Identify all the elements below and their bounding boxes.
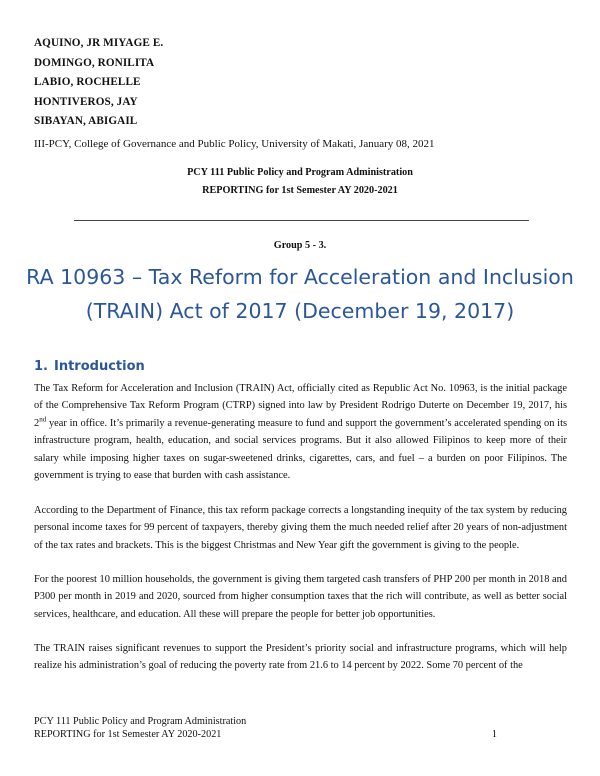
paragraph: For the poorest 10 million households, the government is giving them targeted cash transfers of PHP 200 per month in 2018 and P300 per month in 2019 and 2020, sourced from higher consumption taxes that the rich will contribute, as well as better social services, healthcare, and education. All these will prepare the people for better job opportunities. [34,574,567,620]
paragraph-text: year in office. It’s primarily a revenue-generating measure to fund and support the government’s accelerated spending on its infrastructure program, health, education, and social services programs. But it also allowed Filipinos to keep more of their salary while imposing higher taxes on sugar-sweetened drinks, cigarettes, cars, and fuel – a burden on poor Filipinos. The government is trying to ease that burden with cash assistance. [34,417,567,482]
author-name: AQUINO, JR MIYAGE E. [34,37,164,49]
section-number: 1. [34,359,48,374]
author-name: DOMINGO, RONILITA [34,56,155,69]
paragraph-text: The Tax Reform for Acceleration and Inclusion (TRAIN) Act, officially cited as Republic Act No. 10963, is the initial package of the Comprehensive Tax Reform Program (CTRP) signed into law by President Rodrigo Duterte on December 19, 2017, his 2 [34,383,567,429]
paragraph: The TRAIN raises significant revenues to support the President’s priority social and infrastructure programs, which will help realize his administration’s goal of reducing the poverty rate from 21.6 to 14 percent by 2022. Some 70 percent of the [34,643,567,672]
page-footer [34,715,567,741]
author-name: HONTIVEROS, JAY [34,95,138,108]
paragraph: According to the Department of Finance, this tax reform package corrects a longstanding inequity of the tax system by reducing personal income taxes for 99 percent of taxpayers, thereby giving them the much needed relief after 20 years of non-adjustment of the tax rates and brackets. This is the biggest Christmas and New Year gift the government is giving to the people. [34,505,567,551]
group-label: Group 5 - 3. [273,240,327,251]
paragraph [34,380,567,484]
superscript: nd [39,415,47,424]
author-name: SIBAYAN, ABIGAIL [34,115,138,128]
divider-line [74,220,529,221]
author-name: LABIO, ROCHELLE [34,76,141,89]
document-title [0,260,600,328]
footer-course-subtitle: REPORTING for 1st Semester AY 2020-2021 [34,729,222,740]
course-subtitle: REPORTING for 1st Semester AY 2020-2021 [202,185,398,196]
author-list [34,34,163,132]
title-line-1: RA 10963 – Tax Reform for Acceleration and Inclusion [26,265,574,289]
footer-course-title: PCY 111 Public Policy and Program Administration [34,716,247,727]
title-line-2: (TRAIN) Act of 2017 (December 19, 2017) [85,299,515,323]
course-title: PCY 111 Public Policy and Program Administration [187,167,413,178]
section-title: Introduction [53,359,145,374]
page-number: 1 [491,729,497,740]
section-heading [34,359,145,374]
affiliation-line: III-PCY, College of Governance and Public Policy, University of Makati, January 08, 2021 [34,138,435,150]
